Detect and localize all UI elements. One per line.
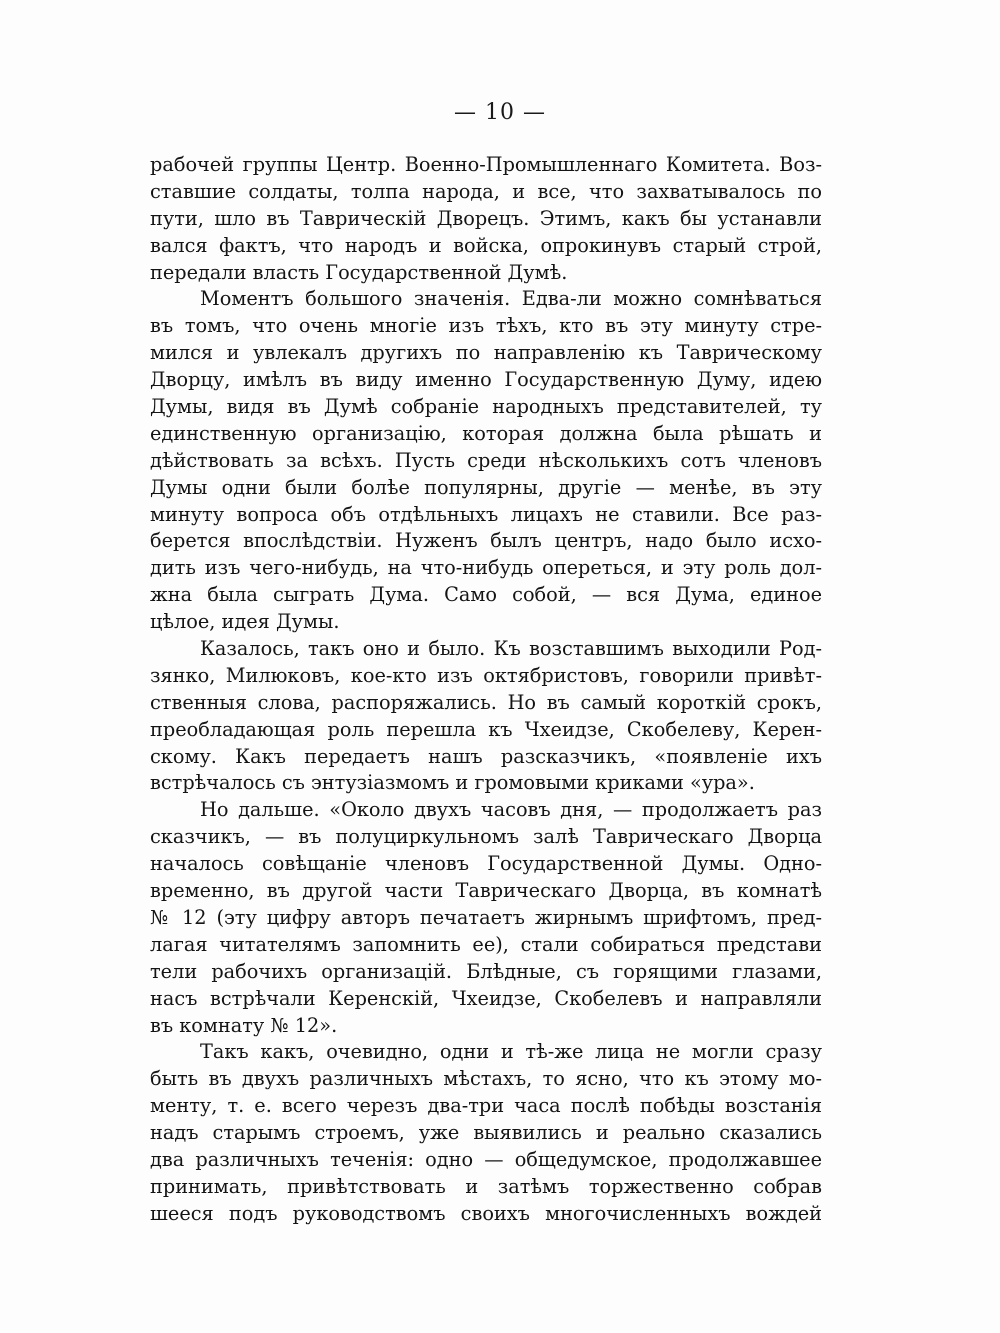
text-line: дить изъ чего-нибудь, на что-нибудь опереться, и эту роль дол- <box>150 556 822 580</box>
text-line: ставшие солдаты, толпа народа, и все, что захватывалось по <box>150 179 822 203</box>
text-line: цѣлое, идея Думы. <box>150 610 340 634</box>
text-line: Но дальше. «Около двухъ часовъ дня, — продолжаетъ раз <box>200 798 822 822</box>
text-line: два различныхъ теченія: одно — общедумское, продолжавшее <box>150 1147 822 1171</box>
text-line: въ комнату № 12». <box>150 1013 338 1037</box>
page-number: — 10 — <box>454 100 546 125</box>
text-line: началось совѣщаніе членовъ Государственной Думы. Одно- <box>150 852 822 876</box>
text-line: скому. Какъ передаетъ нашъ разсказчикъ, «появленіе ихъ <box>150 744 822 768</box>
text-line: берется впослѣдствіи. Нуженъ былъ центръ, надо было исхо- <box>150 529 822 553</box>
text-line: Такъ какъ, очевидно, одни и тѣ-же лица не могли сразу <box>200 1040 822 1064</box>
text-line: вался фактъ, что народъ и войска, опрокинувъ старый строй, <box>150 233 822 257</box>
text-line: зянко, Милюковъ, кое-кто изъ октябристовъ, говорили привѣт- <box>150 663 822 687</box>
text-line: Казалось, такъ оно и было. Къ возставшимъ выходили Род- <box>200 637 822 661</box>
text-line: Дворцу, имѣлъ въ виду именно Государственную Думу, идею <box>150 368 822 392</box>
text-line: надъ старымъ строемъ, уже выявились и реально сказались <box>150 1121 822 1145</box>
text-line: пути, шло въ Таврическій Дворецъ. Этимъ, какъ бы устанавли <box>150 206 822 230</box>
text-line: Моментъ большого значенія. Едва-ли можно сомнѣваться <box>200 287 822 311</box>
text-line: жна была сыграть Дума. Само собой, — вся Дума, единое <box>150 583 822 607</box>
text-line: Думы, видя въ Думѣ собраніе народныхъ представителей, ту <box>150 395 822 419</box>
text-line: встрѣчалось съ энтузіазмомъ и громовыми криками «ура». <box>150 771 755 795</box>
text-line: въ томъ, что очень многіе изъ тѣхъ, кто въ эту минуту стре- <box>150 314 822 338</box>
text-line: дѣйствовать за всѣхъ. Пусть среди нѣсколькихъ сотъ членовъ <box>150 448 822 472</box>
text-line: преобладающая роль перешла къ Чхеидзе, Скобелеву, Керен- <box>150 717 822 741</box>
text-line: единственную организацію, которая должна была рѣшать и <box>150 421 822 445</box>
text-line: временно, въ другой части Таврическаго Дворца, въ комнатѣ <box>150 879 822 903</box>
text-line: Думы одни были болѣе популярны, другіе — менѣе, въ эту <box>150 475 822 499</box>
text-line: лагая читателямъ запомнить ее), стали собираться представи <box>150 932 822 956</box>
text-line: сказчикъ, — въ полуциркульномъ залѣ Таврическаго Дворца <box>150 825 822 849</box>
text-line: быть въ двухъ различныхъ мѣстахъ, то ясно, что къ этому мо- <box>150 1067 822 1091</box>
text-line: менту, т. е. всего черезъ два-три часа послѣ побѣды возстанія <box>150 1094 822 1118</box>
text-line: минуту вопроса объ отдѣльныхъ лицахъ не ставили. Все раз- <box>150 502 822 526</box>
text-line: принимать, привѣтствовать и затѣмъ торжественно собрав <box>150 1174 822 1198</box>
text-line: мился и увлекалъ другихъ по направленію къ Таврическому <box>150 341 822 365</box>
text-line: № 12 (эту цифру авторъ печатаетъ жирнымъ шрифтомъ, пред- <box>150 905 822 929</box>
text-line: ственныя слова, распоряжались. Но въ самый короткій срокъ, <box>150 690 822 714</box>
body-text <box>150 152 822 1228</box>
text-line: рабочей группы Центр. Военно-Промышленнаго Комитета. Воз- <box>150 153 822 176</box>
text-line: тели рабочихъ организацій. Блѣдные, съ горящими глазами, <box>150 959 822 983</box>
text-line: шееся подъ руководствомъ своихъ многочисленныхъ вождей <box>150 1201 822 1225</box>
text-line: насъ встрѣчали Керенскій, Чхеидзе, Скобелевъ и направляли <box>150 986 822 1010</box>
text-line: передали власть Государственной Думѣ. <box>150 260 568 284</box>
